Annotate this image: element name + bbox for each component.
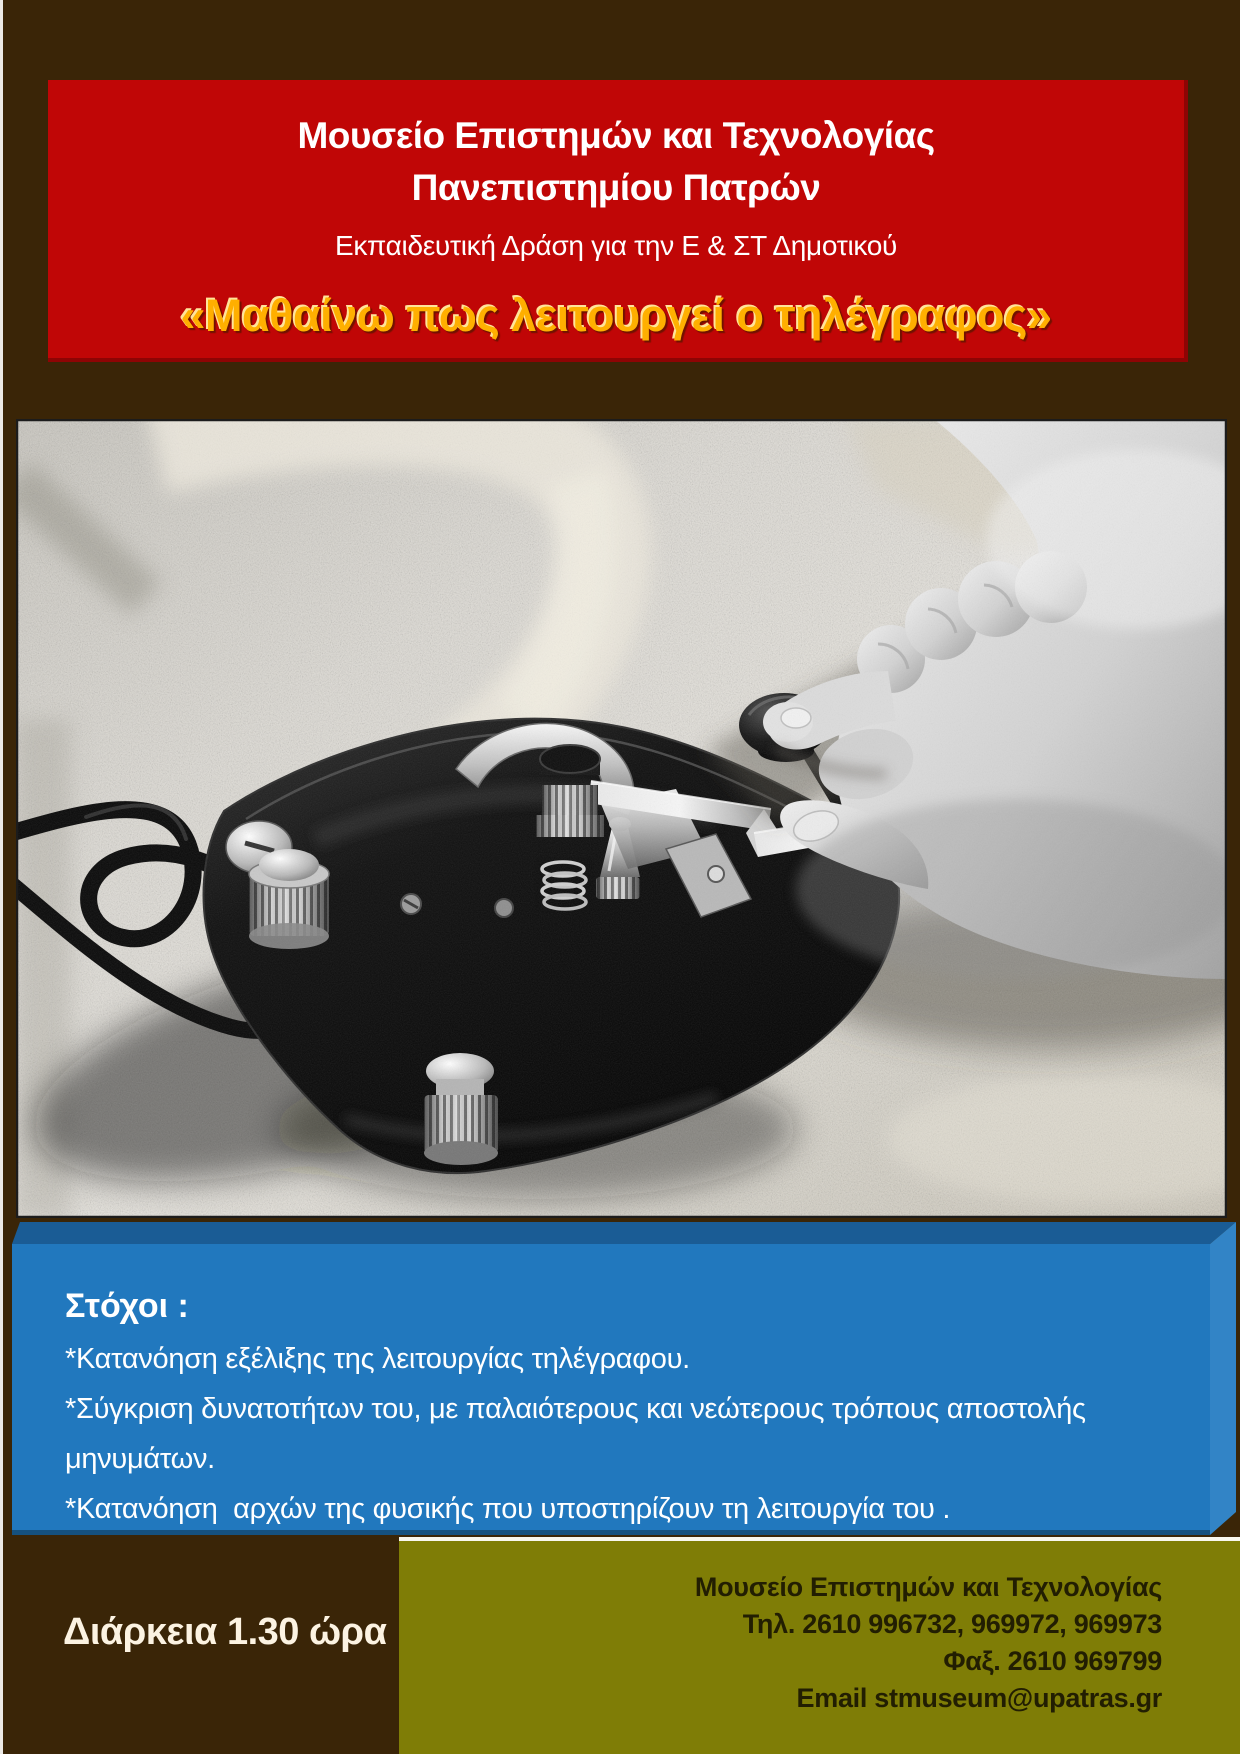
goal-item: *Σύγκριση δυνατοτήτων του, με παλαιότερους και νεώτερους τρόπους αποστολής μηνυμάτων. xyxy=(65,1393,1094,1475)
duration-text: Διάρκεια 1.30 ώρα xyxy=(63,1611,387,1653)
goal-item: *Κατανόηση εξέλιξης της λειτουργίας τηλέγραφου. xyxy=(65,1343,690,1375)
goals-heading: Στόχοι : xyxy=(65,1287,189,1325)
museum-name-line2: Πανεπιστημίου Πατρών xyxy=(411,167,821,208)
goals-panel xyxy=(12,1222,1238,1535)
contact-email: Email stmuseum@upatras.gr xyxy=(796,1683,1162,1713)
telegraph-photo xyxy=(16,419,1227,1218)
header-banner xyxy=(48,80,1188,362)
museum-name-line1: Μουσείο Επιστημών και Τεχνολογίας xyxy=(297,115,935,156)
contact-phone: Τηλ. 2610 996732, 969972, 969973 xyxy=(742,1609,1162,1639)
program-title: «Μαθαίνω πως λειτουργεί ο τηλέγραφος» xyxy=(180,290,1052,341)
contact-panel xyxy=(399,1537,1240,1754)
goals-text-block xyxy=(65,1284,1215,1534)
education-subtitle: Εκπαιδευτική Δράση για την Ε & ΣΤ Δημοτικού xyxy=(334,230,898,261)
contact-fax: Φαξ. 2610 969799 xyxy=(943,1646,1162,1676)
goal-item: *Κατανόηση αρχών της φυσικής που υποστηρίζουν τη λειτουργία του . xyxy=(65,1493,951,1525)
page-left-edge-line xyxy=(0,0,3,1754)
contact-org: Μουσείο Επιστημών και Τεχνολογίας xyxy=(694,1572,1162,1602)
